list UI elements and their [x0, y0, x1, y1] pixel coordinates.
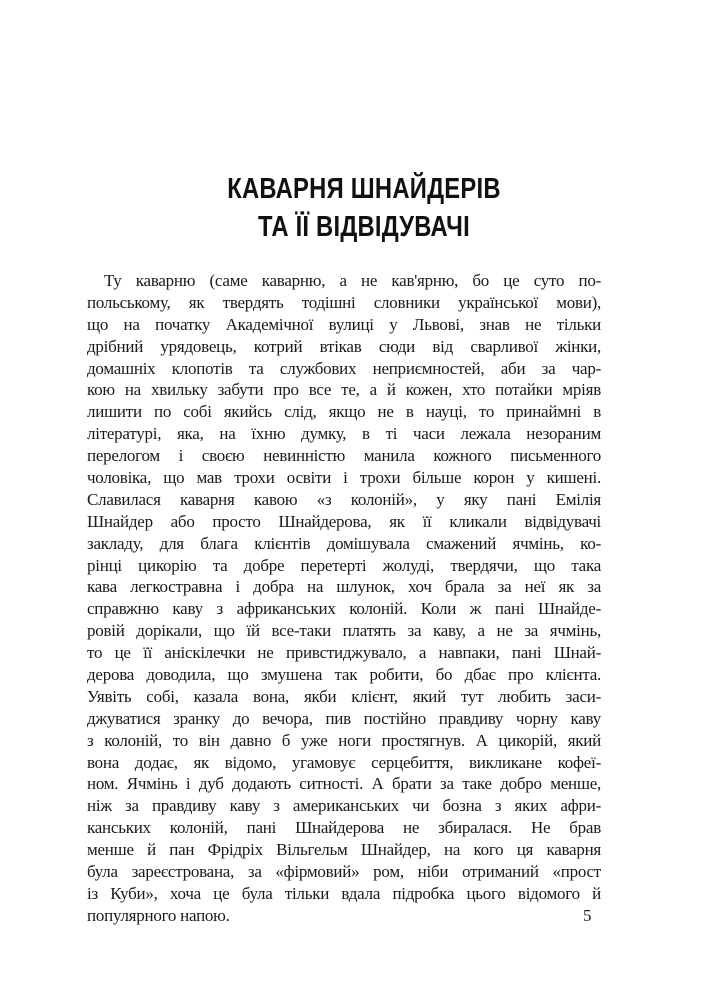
text-line: то це її аніскілечки не привстиджувало, а навпаки, пані Шнай-: [87, 643, 601, 663]
chapter-title-line-2: ТА ЇЇ ВІДВІДУВАЧІ: [258, 211, 470, 243]
text-line: польському, як твердять тодішні словники української мови),: [87, 292, 601, 312]
text-line: кава легкостравна і добра на шлунок, хоч брала за неї як за: [87, 577, 601, 597]
text-line: рінці цикорію та добре перетерті жолуді, твердячи, що така: [87, 555, 601, 575]
text-line: перелогом і своєю невинністю манила кожного письменного: [87, 446, 601, 466]
chapter-title-line-1: КАВАРНЯ ШНАЙДЕРІВ: [227, 173, 501, 205]
text-line: закладу, для блага клієнтів домішувала смажений ячмінь, ко-: [87, 533, 601, 553]
chapter-title: [0, 170, 728, 246]
text-line: з колоній, то він давно б уже ноги простягнув. А цикорій, який: [87, 730, 601, 750]
text-line: що на початку Академічної вулиці у Львові, знав не тільки: [87, 314, 601, 334]
text-line: Славилася каварня кавою «з колоній», у яку пані Емілія: [87, 489, 601, 509]
text-line: Ту каварню (саме каварню, а не кав'ярню, бо це суто по-: [104, 271, 601, 290]
text-line: справжню каву з африканських колоній. Коли ж пані Шнайде-: [87, 599, 601, 619]
body-text: [87, 270, 601, 927]
text-line: менше й пан Фрідріх Вільгельм Шнайдер, на кого ця каварня: [87, 840, 601, 860]
text-line: Шнайдер або просто Шнайдерова, як її кликали відвідувачі: [87, 511, 601, 531]
text-line: ніж за правдиву каву з американських чи бозна з яких афри-: [87, 796, 601, 816]
text-line: дерова доводила, що змушена так робити, бо дбає про клієнта.: [87, 665, 601, 685]
text-line: була зареєстрована, за «фірмовий» ром, ніби отриманий «прост: [87, 862, 601, 882]
page-number: 5: [583, 906, 592, 925]
text-line: домашніх клопотів та службових неприємностей, аби за чар-: [87, 358, 601, 378]
text-line: із Куби», хоча це була тільки вдала підробка цього відомого й: [87, 883, 601, 903]
text-line: літературі, яка, на їхню думку, в ті часи лежала незораним: [87, 424, 601, 444]
text-line: ном. Ячмінь і дуб додають ситності. А брати за таке добро менше,: [87, 774, 601, 794]
text-line: канських колоній, пані Шнайдерова не збиралася. Не брав: [87, 818, 601, 838]
text-line: ровій дорікали, що їй все-таки платять за каву, а не за ячмінь,: [87, 621, 601, 641]
text-line: джуватися зранку до вечора, пив постійно правдиву чорну каву: [87, 708, 601, 728]
text-line: кою на хвильку забути про все те, а й кожен, хто потайки мріяв: [87, 380, 601, 400]
text-line: лишити по собі якийсь слід, якщо не в науці, то принаймні в: [87, 402, 601, 422]
text-line: дрібний урядовець, котрий втікав сюди від сварливої жінки,: [87, 336, 601, 356]
text-line: чоловіка, що мав трохи освіти і трохи більше корон у кишені.: [87, 468, 601, 488]
text-line: вона додає, як відомо, угамовує серцебиття, викликане кофеї-: [87, 752, 601, 772]
text-line: Уявіть собі, казала вона, якби клієнт, який тут любить заси-: [87, 686, 601, 706]
text-line: популярного напою.: [87, 905, 230, 925]
